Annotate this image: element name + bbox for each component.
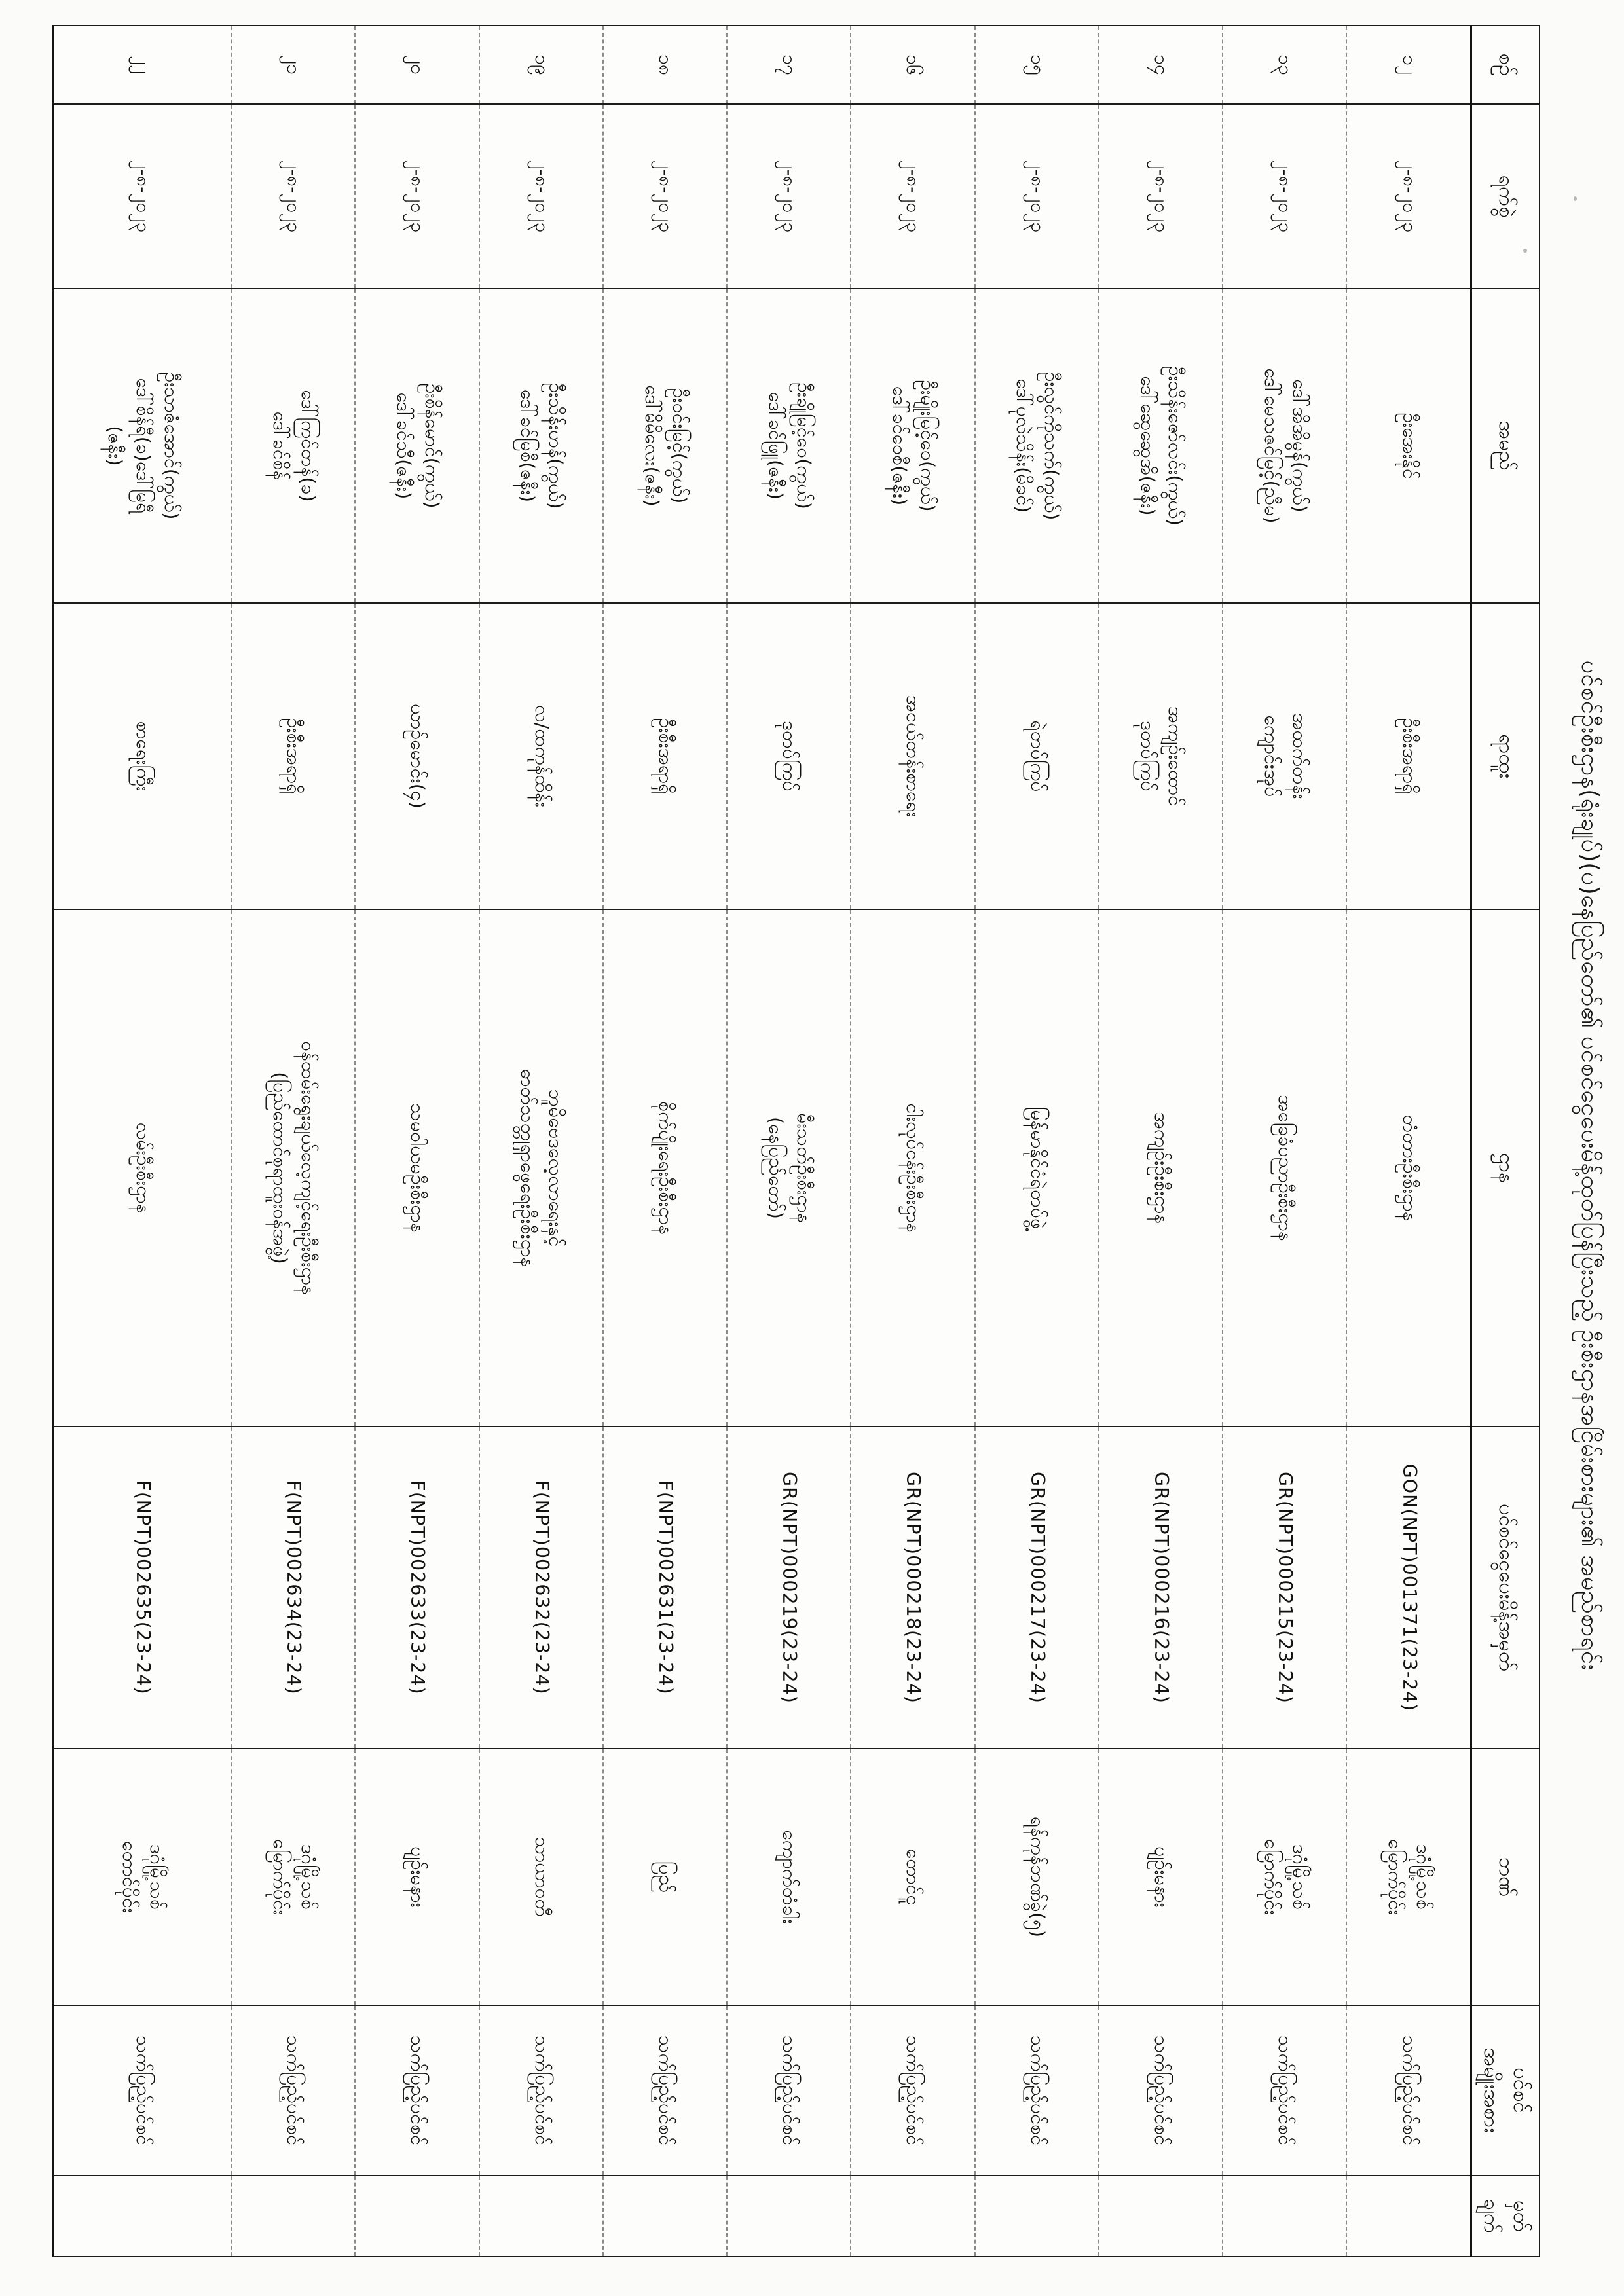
column-header-pension_type: ပင်စင် အမျိုးအစား [1471,2005,1540,2176]
scan-speck [1523,249,1527,253]
cell-pension_type: သက်ပြည့်ပင်စင် [975,2005,1099,2176]
cell-remark [975,2176,1099,2257]
cell-bank: ပြည် [603,1749,727,2005]
cell-pension_type: သက်ပြည့်ပင်စင် [1099,2005,1223,2176]
cell-no: ၁၅ [975,26,1099,104]
table-row [479,26,603,2257]
cell-position: အထက်တန်း ကျောင်းအုပ် [1223,603,1346,909]
cell-bank: ပျဉ်းမနား [1099,1749,1223,2005]
table-row [975,26,1099,2257]
cell-pension_type: သက်ပြည့်ပင်စင် [727,2005,851,2176]
cell-position: ဦးစီးအရာရှိ [231,603,355,909]
cell-name: ဒေါ်ကြင်တန်(ခ) ဒေါ်ခင်စိန် [231,289,355,603]
cell-name: ဦးဝင်းမြင့်(ကွယ်) ဒေါ်မိမိလေး(ဇနီး) [603,289,727,603]
cell-bank: ပျဉ်းမနား [355,1749,479,2005]
cell-pay_order_no: GR(NPT)000219(23-24) [727,1427,851,1749]
cell-pay_order_no: F(NPT)002634(23-24) [231,1427,355,1749]
cell-pension_type: သက်ပြည့်ပင်စင် [1223,2005,1346,2176]
cell-name: ဦးအေးနိုင် [1346,289,1471,603]
cell-remark [851,2176,974,2257]
cell-department: တံတားဦးစီးဌာန [1346,909,1471,1427]
cell-no: ၂၂ [54,26,232,104]
cell-no: ၂၁ [231,26,355,104]
cell-bank: သာယာဝတီ [479,1749,603,2005]
table-row [851,26,974,2257]
column-header-remark: မှတ် ချက် [1471,2176,1540,2257]
column-header-pay_order_no: ပင်စင်ငွေပေးမိန့်အမှတ် [1471,1427,1540,1749]
cell-pension_type: သက်ပြည့်ပင်စင် [54,2005,232,2176]
cell-department: ဘူမိဗေဒလေ့လာရေးနှင့် ဓာတ်သတ္တုရှာဖွေရေးဦးစီးဌာန [479,909,603,1427]
cell-date: ၂-၈-၂၀၂၃ [1223,104,1346,289]
cell-department: သမဝါယမဦးစီးဌာန [355,909,479,1427]
cell-department: အခြေခံပညာဦးစီးဌာန [1223,909,1346,1427]
cell-pay_order_no: F(NPT)002633(23-24) [355,1427,479,1749]
cell-pension_type: သက်ပြည့်ပင်စင် [231,2005,355,2176]
cell-no: ၁၂ [1346,26,1471,104]
cell-position: ဦးစီးအရာရှိ [1346,603,1471,909]
cell-department: မြန်မာနိုင်ငံရဲတပ်ဖွဲ့ [975,909,1099,1427]
cell-remark [1223,2176,1346,2257]
scan-speck [1574,196,1577,201]
cell-date: ၂-၈-၂၀၂၃ [54,104,232,289]
header-row [1471,26,1540,2257]
cell-remark [479,2176,603,2257]
cell-pay_order_no: GR(NPT)000215(23-24) [1223,1427,1346,1749]
cell-remark [355,2176,479,2257]
cell-pay_order_no: GR(NPT)000218(23-24) [851,1427,974,1749]
cell-pension_type: သက်ပြည့်ပင်စင် [851,2005,974,2176]
cell-pay_order_no: GR(NPT)000216(23-24) [1099,1427,1223,1749]
cell-date: ၂-၈-၂၀၂၃ [355,104,479,289]
cell-date: ၂-၈-၂၀၂၃ [231,104,355,289]
cell-date: ၂-၈-၂၀၂၃ [1346,104,1471,289]
cell-bank: ရန်ကုန်ဘဏ်ခွဲ(၅) [975,1749,1099,2005]
cell-remark [54,2176,232,2257]
cell-name: ဦးချိုမြင့်ဝေ(ကွယ်) ဒေါ်ခင်ဖြူ(ဇနီး) [727,289,851,603]
cell-no: ၂၀ [355,26,479,104]
cell-department: လမ်းဦးစီးဌာန [54,909,232,1427]
column-header-no: စဉ် [1471,26,1540,104]
column-header-date: ရက်စွဲ [1471,104,1540,289]
cell-name: ဦးလွင်ကိုသက်(ကွယ်) ဒေါ်ပုလဲသိန်း(မိခင်) [975,289,1099,603]
cell-position: ဦးစီးအရာရှိ [603,603,727,909]
cell-bank: ဒဂုံမြို့သစ် မြောက်ပိုင်း [1223,1749,1346,2005]
cell-no: ၁၆ [851,26,974,104]
cell-position: အကျဉ်းထောင် ဒုတပ်ကြပ် [1099,603,1223,909]
cell-pay_order_no: GON(NPT)001371(23-24) [1346,1427,1471,1749]
cell-department: စိုက်ပျိုးရေးဦးစီးဌာန [603,909,727,1427]
cell-department: မီးသတ်ဦးစီးဌာန (နေပြည်တော်) [727,909,851,1427]
cell-no: ၁၈ [603,26,727,104]
cell-no: ၁၄ [1099,26,1223,104]
cell-name: ဦးသာဇံအောင်(ကွယ်) ဒေါ်စိန်ရီ(ခ)ဒေါ်မြရီ (ဇနီး) [54,289,232,603]
column-header-name: အမည် [1471,289,1540,603]
column-header-department: ဌာန [1471,909,1540,1427]
cell-pension_type: သက်ပြည့်ပင်စင် [603,2005,727,2176]
cell-position: ရဲတပ်ကြပ် [975,603,1099,909]
cell-remark [1346,2176,1471,2257]
cell-bank: တောင်ငူ [851,1749,974,2005]
cell-remark [603,2176,727,2257]
cell-pension_type: သက်ပြည့်ပင်စင် [479,2005,603,2176]
cell-date: ၂-၈-၂၀၂၃ [1099,104,1223,289]
cell-pension_type: သက်ပြည့်ပင်စင် [355,2005,479,2176]
cell-no: ၁၉ [479,26,603,104]
table-row [355,26,479,2257]
cell-remark [727,2176,851,2257]
column-header-bank: ဘဏ် [1471,1749,1540,2005]
table-row [727,26,851,2257]
cell-date: ၂-၈-၂၀၂၃ [975,104,1099,289]
cell-name: ဦးသိန်းဟန်(ကွယ်) ဒေါ်ခင်မြစီ(ဇနီး) [479,289,603,603]
document-title: ပင်စင်ဦးစီးဌာန(ရုံးချုပ်)(ပ)နေပြည်တော်၏ ပင်စင်ငွေပေးမိန့်ထုတ်ပြန်ပြီးသည့် ဦးစီးဌာနအငြိမ်းစားများ၏ အမည်စာရင်း [1576,660,1603,1671]
table-row [231,26,355,2257]
cell-position: လ/ထကုန်ထိန်း [479,603,603,909]
cell-name: ဒေါ်အိအိမွန်(ကွယ်) ဒေါ်မေသဇင်မြင့်(ညီမ) [1223,289,1346,603]
cell-bank: ဒဂုံမြို့သစ် မြောက်ပိုင်း [1346,1749,1471,2005]
cell-position: ဒုတပ်ကြပ် [727,603,851,909]
cell-bank: ဒဂုံမြို့သစ် မြောက်ပိုင်း [231,1749,355,2005]
table-row [54,26,232,2257]
table-row [1099,26,1223,2257]
cell-position: စာရေးကြီး [54,603,232,909]
column-header-position: ရာထူး [1471,603,1540,909]
cell-name: ဦးမျိုးမြင့်ဝေ(ကွယ်) ဒေါ်ခင်ဝေစီ(ဇနီး) [851,289,974,603]
cell-no: ၁၃ [1223,26,1346,104]
pension-list-table [52,25,1540,2257]
cell-department: ငါးလုပ်ငန်းဦးစီးဌာန [851,909,974,1427]
cell-name: ဦးစိန်မောင်(ကွယ်) ဒေါ်ခင်သီ(ဇနီး) [355,289,479,603]
cell-position: ယာဉ်မောင်း(၄) [355,603,479,909]
cell-pay_order_no: GR(NPT)000217(23-24) [975,1427,1099,1749]
table-body [54,26,1471,2257]
cell-date: ၂-၈-၂၀၂၃ [727,104,851,289]
cell-date: ၂-၈-၂၀၂၃ [851,104,974,289]
cell-remark [231,2176,355,2257]
table-row [1223,26,1346,2257]
cell-bank: ဒဂုံမြို့သစ် တောင်ပိုင်း [54,1749,232,2005]
table-row [1346,26,1471,2257]
cell-pay_order_no: F(NPT)002631(23-24) [603,1427,727,1749]
cell-name: ဦးသိန်းဇော်လင်း(ကွယ်) ဒေါ်ဆွေဆွေအိ(ဇနီး) [1099,289,1223,603]
cell-no: ၁၇ [727,26,851,104]
table-row [603,26,727,2257]
cell-date: ၂-၈-၂၀၂၃ [603,104,727,289]
cell-department: ဝန်ထမ်းရွေးချယ်လေ့ကျင့်ရေးဦးစီးဌာန (ပြည်ထောင်စုရာထူးဝန်အဖွဲ့) [231,909,355,1427]
cell-pay_order_no: F(NPT)002632(23-24) [479,1427,603,1749]
cell-bank: ကျောက်တံခါး [727,1749,851,2005]
cell-pay_order_no: F(NPT)002635(23-24) [54,1427,232,1749]
cell-department: အကျဉ်းဦးစီးဌာန [1099,909,1223,1427]
cell-remark [1099,2176,1223,2257]
cell-pension_type: သက်ပြည့်ပင်စင် [1346,2005,1471,2176]
cell-date: ၂-၈-၂၀၂၃ [479,104,603,289]
cell-position: အငယ်တန်းစာရေး [851,603,974,909]
